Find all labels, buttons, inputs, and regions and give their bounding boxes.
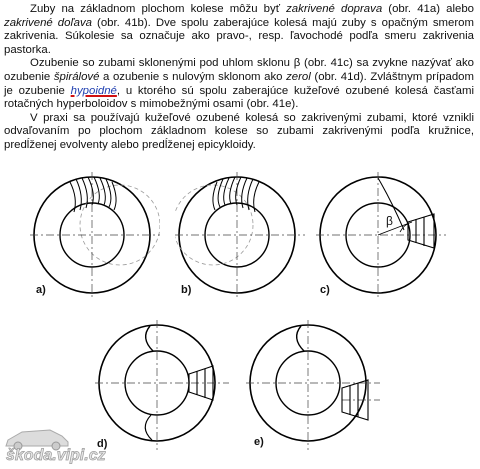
figure-label-b: b)	[181, 284, 192, 296]
watermark-logo	[2, 422, 142, 464]
figure-label-d: d)	[97, 438, 108, 450]
text-run: Zuby na základnom plochom kolese môžu byť	[30, 3, 287, 15]
paragraph-1	[4, 3, 474, 57]
emphasis-term: zakrivené doľava	[4, 16, 93, 29]
figure-label-c: c)	[320, 284, 330, 296]
paragraph-3	[4, 112, 474, 153]
figure-41e	[246, 318, 381, 453]
beta-angle-label: β	[386, 214, 393, 228]
text-run: Ozubenie so zubami sklonenými pod uhlom sklonu β (obr. 41c) sa zvykne nazývať ako ozubenie	[4, 57, 474, 83]
emphasis-term: špirálové	[53, 70, 100, 83]
watermark-text: škoda.vipi.cz	[6, 447, 106, 464]
car-silhouette-icon	[2, 422, 142, 464]
emphasis-term: zakrivené doprava	[286, 3, 383, 15]
text-run: , u ktorého sú spolu zaberajúce kužeľové ozubené kolesá časťami rotačných hyperboloidov s mimobežnými osami (obr. 41e).	[4, 84, 474, 111]
text-run: (obr. 41a) alebo	[382, 3, 474, 15]
paragraph-2	[4, 57, 474, 111]
text-run: a ozubenie s nulovým sklonom ako	[99, 70, 287, 83]
emphasis-term: zerol	[286, 70, 311, 83]
figure-label-a: a)	[36, 284, 46, 296]
body-text	[4, 3, 474, 153]
figure-41c	[316, 170, 446, 300]
figure-41b	[175, 170, 305, 300]
text-run: (obr. 41d). Zvláštnym prípadom je ozubenie	[4, 70, 474, 97]
emphasis-term: hypoidné	[70, 84, 117, 97]
figure-41a	[30, 170, 160, 300]
text-run: (obr. 41b). Dve spolu zaberajúce kolesá majú zuby s opačným smerom zakrivenia. Súkolesie sa označuje ako pravo-, resp. ľavochodé podľa smeru zakrivenia pastorka.	[4, 16, 474, 56]
figure-label-e: e)	[254, 436, 264, 448]
text-run: V praxi sa používajú kužeľové ozubené kolesá so zakrivenými zubami, ktoré vznikli odvaľovaním po plochom základnom kolese so zubami zakrivenými podľa kružnice, predĺženej evolventy alebo predĺženej epicykloidy.	[4, 111, 474, 151]
